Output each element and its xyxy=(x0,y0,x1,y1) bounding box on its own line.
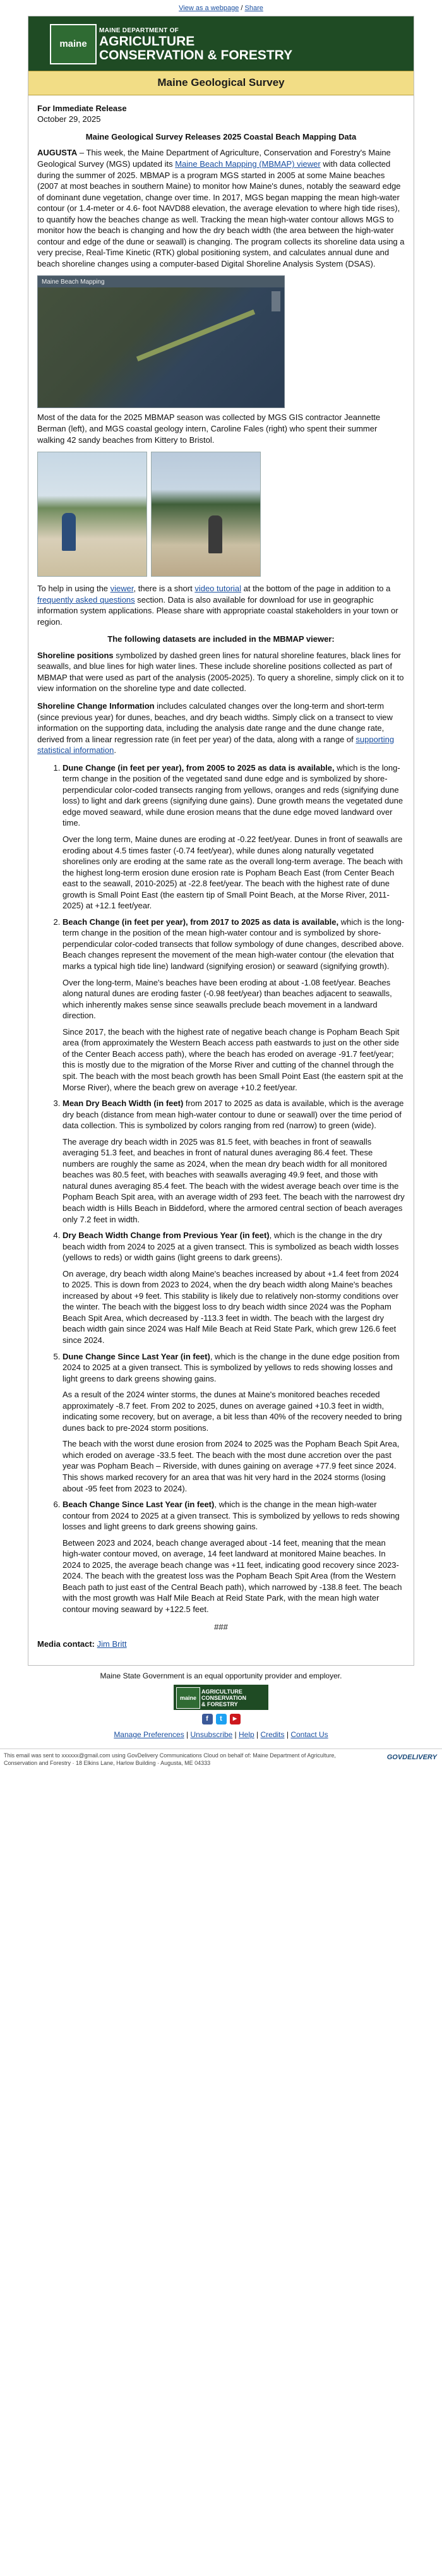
datasets-heading: The following datasets are included in the MBMAP viewer: xyxy=(107,634,335,644)
youtube-icon[interactable]: ▶ xyxy=(230,1714,241,1724)
article-content xyxy=(28,95,414,1665)
video-tutorial-link[interactable]: video tutorial xyxy=(194,584,242,594)
facebook-icon[interactable]: f xyxy=(202,1714,213,1724)
article-title: Maine Geological Survey Releases 2025 Coastal Beach Mapping Data xyxy=(85,131,357,141)
list-item: 5. Dune Change Since Last Year (in feet), which is the change in the dune edge position from 2024 to 2025 at a given transect. This is symbolized by yellows to reds showing losses and light greens to dark greens showing gains. As a result of the 2024 winter storms, the dunes at Maine's monitored beaches receded approximately -8.7 feet. From 202 to 2025, dunes on average gained +10.3 feet in width, indicating some recovery, but on average, a bit less than 40% of the recovery needed to bring dunes back to pre-2024 storm positions. The beach with the worst dune erosion from 2024 to 2025 was the Popham Beach Spit Area, which eroded on average -33.5 feet. The beach with the most dune accretion over the past year was Popham Beach – Riverside, with dunes gaining on average +77.9 feet since 2024. This shows marked recovery for an area that was hit very hard in the 2024 storms (losing about -95 feet from 2023 to 2024). xyxy=(63,1351,405,1495)
list-item: 1. Dune Change (in feet per year), from 2005 to 2025 as data is available, which is the long-term change in the position of the vegetated sand dune edge and is symbolized by shore-perpendicular color-coded transects ranging from yellows, oranges and reds (signifying dune loss) to light and dark greens (signifying dune gains). Dune growth means the vegetated dune edge moved seaward, while dune erosion means that the dune edge moved landward over time. Over the long term, Maine dunes are eroding at -0.22 feet/year. Dunes in front of seawalls are eroding about 4.5 times faster (-0.74 feet/year), while dunes along naturally vegetated shorelines only are eroding at the same rate as the overall long-term average. The beach with the highest long-term erosion dune erosion rate is Popham Beach East (from Center Beach east to the seawall, 2010-2025) at -22.8 feet/year. The beach with the highest rate of dune growth is Small Point East (the eastern tip of Small Point Beach, at the Morse River, 2011-2025) at +12.1 feet/year. xyxy=(63,762,405,912)
faq-link[interactable]: frequently asked questions xyxy=(37,594,135,605)
list-item: 2. Beach Change (in feet per year), from 2017 to 2025 as data is available, which is the long-term change in the position of the mean high-water contour and is symbolized by shore-perpendicular color-coded transects that follow symbology of dune changes, described above. Beach changes represent the movement of the mean high-water contour (the elevation that marks a typical high tide line) landward (signifying erosion) or seaward (signifying growth). Over the long-term, Maine's beaches have been eroding at about -1.08 feet/year. Beaches along natural dunes are eroding faster (-0.98 feet/year) than beaches adjacent to seawalls, which inherently makes sense since seawalls preclude beach movement in a landward direction. Since 2017, the beach with the highest rate of negative beach change is Popham Beach Spit area (from approximately the Western Beach access path eastwards to just on the other side of the Center Beach access path), where the beach has eroded on average -91.7 feet/year; this is mostly due to the migration of the Morse River and cutting of the channel through the spit. The beach with the most beach growth has been Small Point East (the eastern spit at the Morse River), where the beach grew on average +10.2 feet/year. xyxy=(63,917,405,1093)
logo-text: maine xyxy=(59,38,87,49)
manage-preferences-link[interactable]: Manage Preferences xyxy=(114,1730,184,1739)
datasets-list xyxy=(37,762,405,1615)
list-item: 3. Mean Dry Beach Width (in feet) from 2017 to 2025 as data is available, which is the average dry beach (distance from mean high-water contour to dune or seawall) over the time period of data collection. This is symbolized by colors ranging from red (narrow) to green (wide). The average dry beach width in 2025 was 81.5 feet, with beaches in front of seawalls averaging 51.3 feet, and beaches in front of natural dunes averaging 86.4 feet. These numbers are roughly the same as 2024, when the mean dry beach width for all monitored beaches was 80.5 feet, with beaches with seawalls averaging 49.9 feet, and those with natural dunes averaging 85.4 feet. The beach with the widest average beach over time is the Popham Beach Spit area, with an average width of 293 feet. The beach with the narrowest dry beach width is Hills Beach in Biddeford, where the armored central section of beach averages only 7.2 feet in width. xyxy=(63,1098,405,1225)
help-link[interactable]: Help xyxy=(239,1730,254,1739)
govdelivery-logo: GOVDELIVERY xyxy=(386,1754,437,1762)
media-contact: Media contact: Jim Britt xyxy=(37,1639,127,1649)
agency-line-2: AGRICULTURE xyxy=(99,34,195,49)
person-figure xyxy=(208,515,222,553)
topbar-separator: / xyxy=(239,4,245,12)
person-figure xyxy=(62,513,76,551)
agency-line-3: CONSERVATION & FORESTRY xyxy=(99,48,293,63)
field-photos xyxy=(37,452,405,577)
map-title-bar xyxy=(38,276,284,287)
end-marker: ### xyxy=(214,1622,228,1632)
dateline: AUGUSTA xyxy=(37,148,78,158)
email-container xyxy=(28,16,414,1666)
bottom-disclaimer xyxy=(0,1748,442,1769)
mbmap-viewer-link[interactable]: Maine Beach Mapping (MBMAP) viewer xyxy=(175,159,321,169)
view-as-webpage-link[interactable]: View as a webpage xyxy=(179,4,239,12)
maine-logo xyxy=(50,24,97,64)
field-work-paragraph: Most of the data for the 2025 MBMAP season was collected by MGS GIS contractor Jeannette Berman (left), and MGS coastal geology intern, Caroline Fales (right) who spent their summer walking 42 sandy beaches from Kittery to Bristol. xyxy=(37,412,381,445)
credits-link[interactable]: Credits xyxy=(260,1730,285,1739)
footer xyxy=(28,1666,414,1740)
statistical-info-link[interactable]: supporting statistical information xyxy=(37,734,395,755)
social-links xyxy=(28,1714,414,1724)
intro-paragraph: AUGUSTA – This week, the Maine Department of Agriculture, Conservation and Forestry's Maine Geological Survey (MGS) updated its Maine Beach Mapping (MBMAP) viewer with data collected during the summer of 2025. MBMAP is a program MGS started in 2005 at some Maine beaches (2007 at most beaches in southern Maine) to monitor how Maine's dunes, notably the seaward edge of dominant dune vegetation, change over time. In 2017, MGS began mapping the mean high-water contour (or 1.4-meter or 4.6- foot NAVD88 elevation, the average elevation to where high tide rises), to quantify how the beaches change as well. Tracking the mean high-water contour allows MGS to monitor how the beach is changing and how the dry beach width (the area between the high-water contour and edge of the dune or seawall) is changing. The program collects its shoreline data using a very precise, Real-Time Kinetic (RTK) global positioning system, and calculates annual dune and beach shoreline changes using a computer-based Digital Shoreline Analysis System (DSAS). xyxy=(37,148,405,268)
footer-logo xyxy=(174,1685,268,1710)
footer-links: Manage Preferences | Unsubscribe | Help | Credits | Contact Us xyxy=(114,1730,328,1739)
shoreline-change-paragraph: Shoreline Change Information includes calculated changes over the long-term and short-term (since previous year) for dunes, beaches, and dry beach widths. Simply click on a transect to view information on the supporting data, including the analysis date range and the dune change rate, derived from a linear regression rate (in feet per year) of the data, along with a range of supporting statistical information. xyxy=(37,701,395,755)
release-date: October 29, 2025 xyxy=(37,114,101,124)
footer-logo-text: AGRICULTURE CONSERVATION & FORESTRY xyxy=(201,1688,247,1707)
shoreline-positions-paragraph: Shoreline positions symbolized by dashed green lines for natural shoreline features, black lines for seawalls, and blue lines for high water lines. These include shoreline positions collected as part of MBMAP that were used as part of the analysis (2005-2025). To query a shoreline, simply click on it to view information on the shoreline type and date collected. xyxy=(37,650,404,694)
photo-jeannette-berman xyxy=(37,452,147,577)
map-title: Maine Beach Mapping xyxy=(42,278,105,286)
media-contact-link[interactable]: Jim Britt xyxy=(97,1639,127,1649)
help-paragraph: To help in using the viewer, there is a short video tutorial at the bottom of the page in addition to a frequently asked questions section. Data is also available for download for use in geographic information system applications. Please share with appropriate coastal stakeholders in your town or region. xyxy=(37,584,398,627)
share-link[interactable]: Share xyxy=(244,4,263,12)
list-item: 4. Dry Beach Width Change from Previous Year (in feet), which is the change in the dry beach width from 2024 to 2025 at a given transect. This is symbolized as beach width losses (yellows to reds) or width gains (light greens to dark greens). On average, dry beach width along Maine's beaches increased by about +1.4 feet from 2024 to 2025. This is down from 2023 to 2024, when the dry beach width along Maine's beaches increased by about +9 feet. This stability is likely due to relatively non-stormy conditions over the winter. The beach with the biggest loss to dry beach width since 2024 was the Popham Beach Spit Area, which decreased by -113.3 feet in width. The beach with the largest dry beach width gain since 2024 was Half Mile Beach at Reid State Park, which grew 126.6 feet since 2024. xyxy=(63,1230,405,1345)
release-label: For Immediate Release xyxy=(37,103,127,113)
photo-caroline-fales xyxy=(151,452,261,577)
agency-name xyxy=(99,27,292,63)
map-zoom-control xyxy=(272,291,280,311)
equal-opportunity-statement: Maine State Government is an equal opportunity provider and employer. xyxy=(100,1671,342,1680)
agency-line-1: MAINE DEPARTMENT OF xyxy=(99,27,179,34)
unsubscribe-link[interactable]: Unsubscribe xyxy=(190,1730,233,1739)
header xyxy=(28,16,414,71)
map-screenshot xyxy=(37,275,285,408)
viewer-link[interactable]: viewer xyxy=(110,584,134,594)
list-item: 6. Beach Change Since Last Year (in feet), which is the change in the mean high-water contour from 2024 to 2025 at a given transect. This is symbolized by yellows to reds showing losses and light greens to dark greens showing gains. Between 2023 and 2024, beach change averaged about -14 feet, meaning that the mean high-water contour moved, on average, 14 feet landward at monitored Maine beaches. In 2024 to 2025, the average beach change was +11 feet, indicating good recovery since 2023-2024. The beach with the greatest loss was the Popham Beach Spit Area (from the Western Beach path to just east of the Central Beach path), which narrowed by -138.8 feet. The beach with the most growth was Half Mile Beach at Reid State Park, with the mean high water contour moving seaward by +122.5 feet. xyxy=(63,1499,405,1615)
bureau-banner: Maine Geological Survey xyxy=(28,71,414,95)
footer-logo-mark: maine xyxy=(176,1687,200,1709)
disclaimer-text: This email was sent to xxxxxx@gmail.com using GovDelivery Communications Cloud on behalf of: Maine Department of Agriculture, Conservation and Forestry · 18 Elkins Lane, Harlow Building · Augusta, ME 04333 xyxy=(4,1752,336,1767)
top-bar xyxy=(0,0,442,16)
twitter-icon[interactable]: t xyxy=(216,1714,227,1724)
contact-us-link[interactable]: Contact Us xyxy=(290,1730,328,1739)
